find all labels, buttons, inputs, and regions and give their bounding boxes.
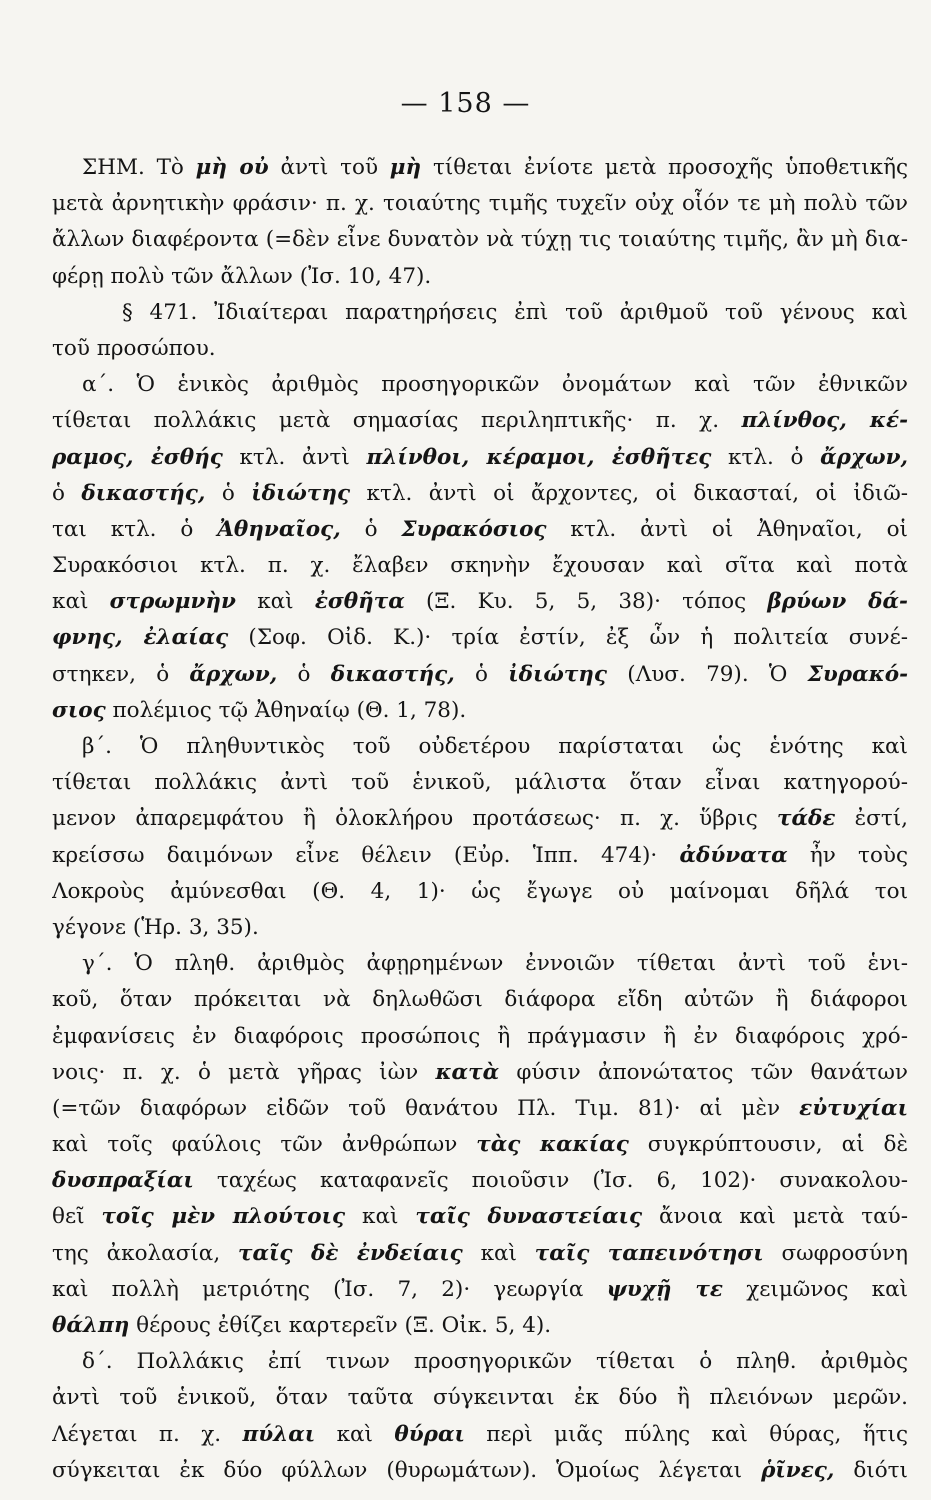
emphasized-word: πύλαι: [242, 1421, 316, 1447]
text-run: (Ξ. Κυ. 5, 5, 38)· τόπος: [404, 589, 768, 615]
text-run: χειμῶνος καὶ: [722, 1276, 908, 1302]
emphasized-word: φνης, ἐλαίας: [52, 625, 229, 651]
text-line: [52, 1127, 908, 1163]
text-run: (Σοφ. Οἰδ. Κ.)· τρία ἐστίν, ἐξ ὧν ἡ πολιτεία συνέ-: [228, 625, 908, 651]
text-line: [52, 1417, 908, 1453]
text-line: [52, 620, 908, 656]
emphasized-word: θάλπη: [52, 1313, 130, 1338]
text-line: [52, 367, 908, 403]
text-run: ΣΗΜ. Τὸ: [82, 155, 196, 180]
text-line: [52, 657, 908, 693]
text-run: διότι: [834, 1457, 908, 1483]
text-line: [52, 765, 908, 801]
emphasized-word: ἄρχων,: [820, 444, 908, 470]
emphasized-word: ἄρχων,: [189, 661, 278, 687]
text-run: § 471. Ἰδιαίτεραι παρατηρήσεις ἐπὶ τοῦ ἀριθμοῦ τοῦ γένους καὶ: [122, 299, 908, 325]
text-run: ἄνοια καὶ μετὰ ταύ-: [642, 1204, 908, 1230]
emphasized-word: ταῖς δὲ ἐνδείαις: [238, 1240, 463, 1266]
text-line: [52, 1380, 908, 1416]
emphasized-word: ραμος, ἐσθής: [52, 444, 223, 470]
text-run: κτλ. ἀντὶ: [222, 444, 367, 470]
emphasized-word: Συρακόσιος: [401, 516, 547, 542]
text-line: [52, 982, 908, 1018]
body-text: [52, 150, 908, 1489]
text-run: ται κτλ. ὁ: [52, 516, 218, 542]
emphasized-word: στρωμνὴν: [109, 589, 236, 615]
text-line: [52, 1019, 908, 1055]
text-line: [52, 874, 908, 910]
emphasized-word: ἰδιώτης: [508, 661, 608, 687]
emphasized-word: κατὰ: [435, 1059, 500, 1085]
text-line: [52, 548, 908, 584]
text-line: [52, 331, 908, 367]
emphasized-word: ταῖς δυναστείαις: [415, 1204, 643, 1230]
emphasized-word: τάδε: [776, 806, 836, 832]
text-line: [52, 186, 908, 222]
emphasized-word: δικαστής,: [330, 661, 455, 687]
emphasized-word: σιος: [52, 697, 106, 723]
emphasized-word: ἀδύνατα: [679, 842, 788, 868]
text-run: νοις· π. χ. ὁ μετὰ γῆρας ἰὼν: [52, 1059, 436, 1085]
text-line: [52, 1453, 908, 1489]
text-line: [52, 440, 908, 476]
text-run: ἦν τοὺς: [787, 842, 908, 868]
emphasized-word: ῥῖνες,: [761, 1457, 835, 1483]
text-run: σωφροσύνη: [763, 1240, 908, 1266]
text-run: ἄλλων διαφέροντα (=δὲν εἶνε δυνατὸν νὰ τύχῃ τις τοιαύτης τιμῆς, ἂν μὴ δια-: [52, 227, 908, 253]
emphasized-word: δυσπραξίαι: [52, 1168, 194, 1194]
text-run: πολέμιος τῷ Ἀθηναίῳ (Θ. 1, 78).: [105, 697, 467, 723]
text-run: καὶ: [462, 1240, 535, 1266]
text-line: [52, 1091, 908, 1127]
text-run: δ΄. Πολλάκις ἐπί τινων προσηγορικῶν τίθεται ὁ πληθ. ἀριθμὸς: [82, 1349, 908, 1375]
emphasized-word: θύραι: [394, 1421, 465, 1447]
text-run: συγκρύπτουσιν, αἱ δὲ: [628, 1132, 908, 1158]
text-run: θέρους ἐθίζει καρτερεῖν (Ξ. Οἰκ. 5, 4).: [129, 1313, 552, 1338]
emphasized-word: μὴ: [389, 155, 422, 180]
text-run: ὁ: [205, 480, 252, 506]
text-run: μενον ἀπαρεμφάτου ἢ ὁλοκλήρου προτάσεως· π. χ. ὕβρις: [52, 806, 777, 832]
text-run: κτλ. ἀντὶ οἱ ἄρχοντες, οἱ δικασταί, οἱ ἰδιῶ-: [350, 480, 908, 506]
text-line: [52, 259, 908, 295]
text-run: τοῦ προσώπου.: [52, 335, 216, 361]
emphasized-word: ψυχῇ τε: [606, 1276, 723, 1302]
text-line: [52, 512, 908, 548]
text-run: φύσιν ἀπονώτατος τῶν θανάτων: [499, 1059, 908, 1085]
text-line: [52, 946, 908, 982]
text-run: γέγονε (Ἡρ. 3, 35).: [52, 914, 259, 940]
text-run: σύγκειται ἐκ δύο φύλλων (θυρωμάτων). Ὁμοίως λέγεται: [52, 1457, 762, 1483]
emphasized-word: Ἀθηναῖος,: [217, 516, 341, 542]
text-run: καὶ: [315, 1421, 395, 1447]
text-run: ἀντὶ τοῦ: [268, 155, 390, 180]
text-run: β΄. Ὁ πληθυντικὸς τοῦ οὐδετέρου παρίσταται ὡς ἑνότης καὶ: [82, 734, 908, 759]
emphasized-word: Συρακό-: [807, 661, 908, 687]
text-run: φέρῃ πολὺ τῶν ἄλλων (Ἰσ. 10, 47).: [52, 263, 432, 289]
text-run: καὶ τοῖς φαύλοις τῶν ἀνθρώπων: [52, 1132, 477, 1158]
text-run: Λέγεται π. χ.: [52, 1421, 243, 1447]
text-run: κτλ. ἀντὶ οἱ Ἀθηναῖοι, οἱ: [546, 516, 908, 542]
text-line: [52, 222, 908, 258]
text-run: ἀντὶ τοῦ ἑνικοῦ, ὅταν ταῦτα σύγκεινται ἐκ δύο ἢ πλειόνων μερῶν.: [52, 1385, 908, 1411]
text-run: τίθεται πολλάκις ἀντὶ τοῦ ἑνικοῦ, μάλιστα ὅταν εἶναι κατηγορού-: [52, 770, 908, 796]
emphasized-word: μὴ οὐ: [195, 155, 269, 180]
text-line: [52, 910, 908, 946]
text-line: [52, 1272, 908, 1308]
text-run: καὶ πολλὴ μετριότης (Ἰσ. 7, 2)· γεωργία: [52, 1276, 607, 1302]
text-line: [52, 403, 908, 439]
text-run: κτλ. ὁ: [711, 444, 821, 470]
text-run: ὁ: [454, 661, 509, 687]
text-run: γ΄. Ὁ πληθ. ἀριθμὸς ἀφῃρημένων ἐννοιῶν τίθεται ἀντὶ τοῦ ἑνι-: [82, 951, 908, 977]
text-run: Λοκροὺς ἀμύνεσθαι (Θ. 4, 1)· ὡς ἔγωγε οὐ μαίνομαι δῆλά τοι: [52, 878, 908, 904]
emphasized-word: πλίνθοι, κέραμοι, ἐσθῆτες: [366, 444, 712, 470]
text-run: περὶ μιᾶς πύλης καὶ θύρας, ἥτις: [464, 1421, 908, 1447]
emphasized-word: εὐτυχίαι: [799, 1095, 908, 1121]
text-run: ἐστί,: [835, 806, 908, 832]
emphasized-word: δικαστής,: [81, 480, 206, 506]
text-line: [52, 1236, 908, 1272]
text-line: [52, 1199, 908, 1235]
emphasized-word: βρύων δά-: [767, 589, 908, 615]
text-run: ὁ: [340, 516, 402, 542]
page-number: — 158 —: [400, 88, 531, 119]
emphasized-word: τοῖς μὲν πλούτοις: [101, 1204, 346, 1230]
text-line: [52, 838, 908, 874]
emphasized-word: ταῖς ταπεινότησι: [534, 1240, 764, 1266]
text-run: τίθεται πολλάκις μετὰ σημασίας περιληπτικῆς· π. χ.: [52, 408, 742, 434]
text-run: καὶ: [235, 589, 315, 615]
text-run: της ἀκολασία,: [52, 1240, 238, 1266]
text-run: (Λυσ. 79). Ὁ: [607, 661, 808, 687]
text-run: θεῖ: [52, 1204, 102, 1230]
text-run: α΄. Ὁ ἑνικὸς ἀριθμὸς προσηγορικῶν ὀνομάτων καὶ τῶν ἐθνικῶν: [82, 372, 908, 398]
text-run: (=τῶν διαφόρων εἰδῶν τοῦ θανάτου Πλ. Τιμ. 81)· αἱ μὲν: [52, 1095, 800, 1121]
text-run: στηκεν, ὁ: [52, 661, 190, 687]
text-line: [52, 476, 908, 512]
text-line: [52, 1308, 908, 1344]
text-run: καὶ: [52, 589, 110, 615]
text-run: Συρακόσιοι κτλ. π. χ. ἔλαβεν σκηνὴν ἔχουσαν καὶ σῖτα καὶ ποτὰ: [52, 553, 908, 579]
text-line: [52, 1344, 908, 1380]
emphasized-word: τὰς κακίας: [476, 1132, 629, 1158]
text-line: [52, 693, 908, 729]
emphasized-word: ἰδιώτης: [251, 480, 351, 506]
text-run: τίθεται ἐνίοτε μετὰ προσοχῆς ὑποθετικῆς: [421, 155, 908, 180]
text-line: [52, 1055, 908, 1091]
text-run: ταχέως καταφανεῖς ποιοῦσιν (Ἰσ. 6, 102)· συνακολου-: [193, 1168, 908, 1194]
text-line: [52, 584, 908, 620]
text-run: κοῦ, ὅταν πρόκειται νὰ δηλωθῶσι διάφορα εἴδη αὐτῶν ἢ διάφοροι: [52, 987, 908, 1013]
text-run: ὁ: [277, 661, 331, 687]
text-line: [52, 150, 908, 186]
emphasized-word: ἐσθῆτα: [314, 589, 405, 615]
emphasized-word: πλίνθος, κέ-: [741, 408, 908, 434]
text-line: [52, 801, 908, 837]
text-line: [52, 295, 908, 331]
text-line: [52, 729, 908, 765]
text-line: [52, 1163, 908, 1199]
text-run: κρείσσω δαιμόνων εἶνε θέλειν (Εὐρ. Ἱππ. 474)·: [52, 842, 680, 868]
text-run: ὁ: [52, 480, 82, 506]
text-run: καὶ: [345, 1204, 416, 1230]
text-run: ἐμφανίσεις ἐν διαφόροις προσώποις ἢ πράγμασιν ἢ ἐν διαφόροις χρό-: [52, 1023, 908, 1049]
text-run: μετὰ ἀρνητικὴν φράσιν· π. χ. τοιαύτης τιμῆς τυχεῖν οὐχ οἷόν τε μὴ πολὺ τῶν: [52, 191, 908, 217]
